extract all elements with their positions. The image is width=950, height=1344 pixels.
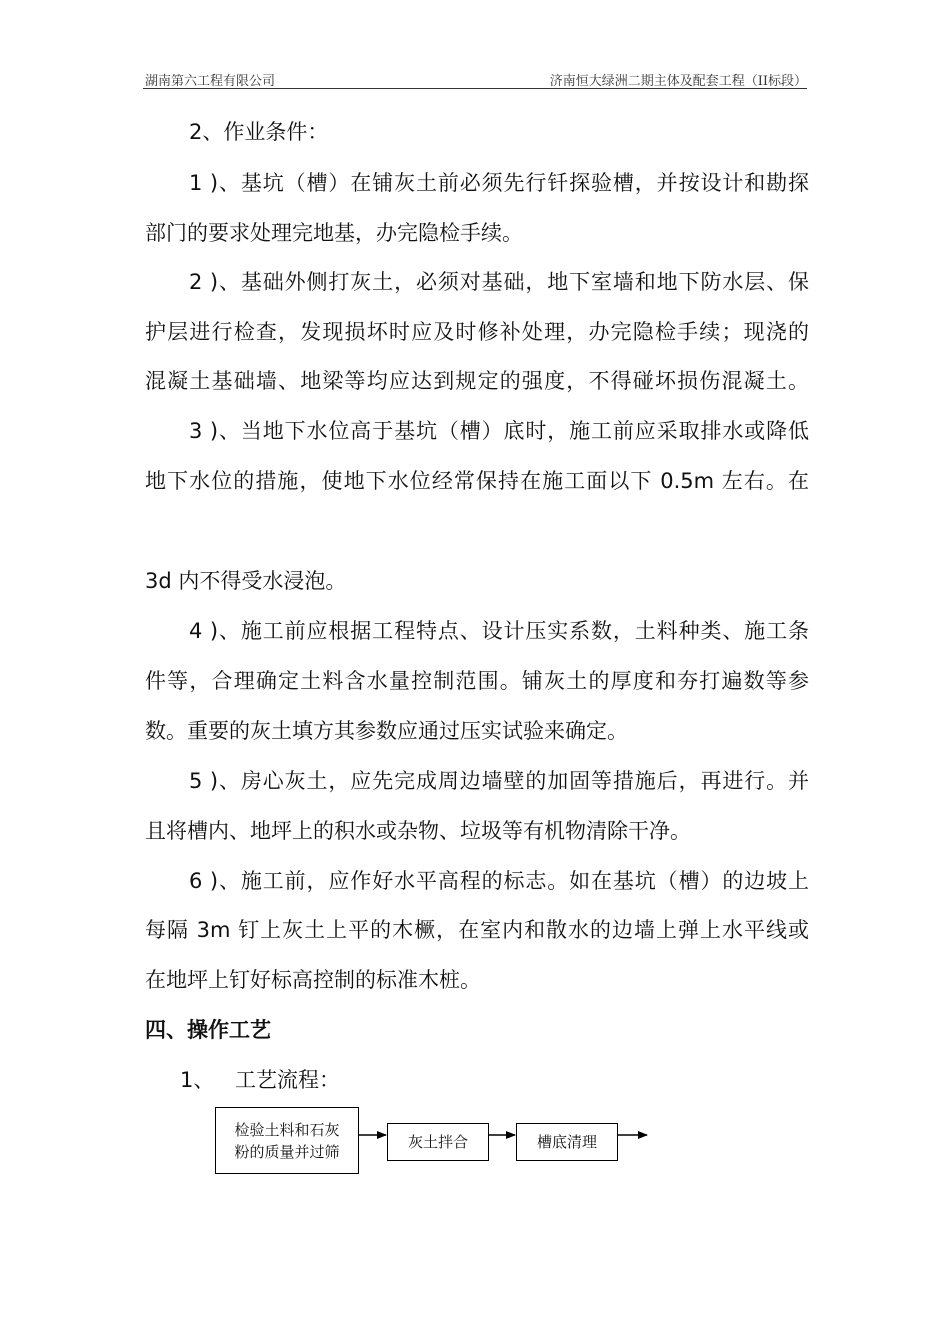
paragraph-line: 6 )、施工前，应作好水平高程的标志。如在基坑（槽）的边坡上 — [189, 869, 809, 893]
header-company: 湖南第六工程有限公司 — [145, 74, 276, 89]
paragraph-line: 每隔 3m 钉上灰土上平的木橛，在室内和散水的边墙上弹上水平线或 — [145, 918, 809, 942]
paragraph-line: 件等，合理确定土料含水量控制范围。铺灰土的厚度和夯打遍数等参 — [145, 669, 809, 693]
flow-box-text: 槽底清理 — [536, 1133, 597, 1151]
step-label: 工艺流程： — [235, 1068, 340, 1092]
paragraph-line: 2 )、基础外侧打灰土，必须对基础，地下室墙和地下防水层、保 — [189, 270, 809, 294]
paragraph-line: 数。重要的灰土填方其参数应通过压实试验来确定。 — [145, 719, 628, 743]
paragraph-line: 5 )、房心灰土，应先完成周边墙壁的加固等措施后，再进行。并 — [189, 769, 809, 793]
flow-box-text: 检验土料和石灰 — [234, 1120, 340, 1139]
paragraph-line: 1 )、基坑（槽）在铺灰土前必须先行钎探验槽，并按设计和勘探 — [189, 171, 809, 195]
flow-box-text: 灰土拌合 — [407, 1133, 468, 1151]
paragraph-line: 部门的要求处理完地基，办完隐检手续。 — [145, 221, 523, 245]
section-heading: 四、操作工艺 — [145, 1018, 271, 1042]
paragraph-line: 3 )、当地下水位高于基坑（槽）底时，施工前应采取排水或降低 — [189, 419, 809, 443]
paragraph-line: 地下水位的措施，使地下水位经常保持在施工面以下 0.5m 左右。在 — [145, 469, 809, 493]
paragraph-line: 在地坪上钉好标高控制的标准木桩。 — [145, 968, 481, 992]
paragraph-line: 且将槽内、地坪上的积水或杂物、垃圾等有机物清除干净。 — [145, 819, 691, 843]
header-project: 济南恒大绿洲二期主体及配套工程（II标段） — [549, 74, 807, 89]
paragraph-line: 3d 内不得受水浸泡。 — [145, 569, 347, 593]
paragraph-line: 混凝土基础墙、地梁等均应达到规定的强度，不得碰坏损伤混凝土。 — [145, 369, 809, 393]
paragraph-line: 护层进行检查，发现损坏时应及时修补处理，办完隐检手续；现浇的 — [145, 320, 809, 344]
paragraph-line: 4 )、施工前应根据工程特点、设计压实系数，土料种类、施工条 — [189, 619, 809, 643]
step-number: 1、 — [180, 1068, 215, 1092]
flow-box-text: 粉的质量并过筛 — [234, 1142, 340, 1161]
section-title: 2、作业条件： — [189, 120, 329, 144]
